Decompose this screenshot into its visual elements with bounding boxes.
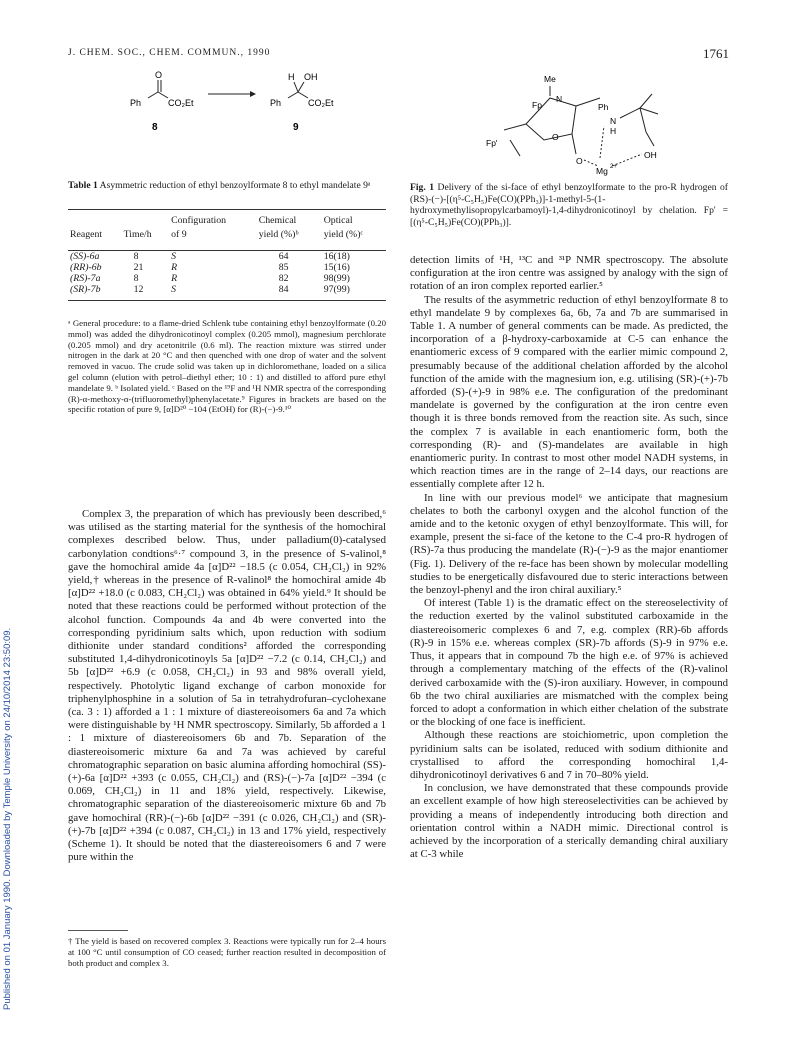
reaction-scheme xyxy=(118,68,348,140)
download-banner xyxy=(0,627,13,1010)
c9-phenyl: Ph xyxy=(270,98,282,108)
table-footnote: ᵃ General procedure: to a flame-dried Schlenk tube containing ethyl benzoylformate (0.20 mmol) was added the dihydronicotinoyl complex (0.205 mmol), magnesium perchlorate (0.205 mmol) and dry acetonitrile (0.6 ml). The reaction mixture was stirred under nitrogen in the dark at 20 °C and then quenched with one drop of water and the solvent removed in vacuo. The crude solid was taken up in dichloromethane, loaded on a silica gel column (elution with petrol–diethyl ether; 10 : 1) and distilled to afford pure ethyl mandelate 9. ᵇ Isolated yield. ᶜ Based on the ¹⁹F and ¹H NMR spectra of the corresponding (R)-α-methoxy-α-(trifluoromethyl)phenylacetate.⁹ Figures in brackets are based on the specific rotation of pure 9, [α]D²⁰ −104 (EtOH) for (R)-(−)-9.¹⁰ xyxy=(68,318,386,415)
th-config-line1: Configuration xyxy=(171,215,227,226)
c9-hydrogen: H xyxy=(288,72,295,82)
left-paragraph: Complex 3, the preparation of which has previously been described,⁶ was utilised as the starting material for the synthesis of the homochiral complexes described below. Thus, under palladium(0)-catalysed carbonylation condtions⁶·⁷ compound 3, in the presence of S-valinol,⁸ gave the homochiral amide 4a [α]D²² −18.5 (c 0.054, CH₂Cl₂) in 92% yield,† whereas in the presence of R-valinol⁸ the homochiral amide 4b [α]D²² +18.0 (c 0.083, CH₂Cl₂) was obtained in 64% yield.⁹ It should be noted that these reactions could be performed without protection of the alcohol function. Compounds 4a and 4b were converted into the corresponding pyridinium salts which, upon reduction with sodium dithionite under standard conditions² afforded the corresponding substituted 1,4-dihydronicotinoyls 5a [α]D²² −7.2 (c 0.14, CH₂Cl₂) and 5b [α]D²² +6.9 (c 0.058, CH₂Cl₂) in 93 and 98% overall yield, respectively. Photolytic ligand exchange of carbon monoxide for triphenylphosphine in a solution of 5a in tetrahydrofuran–cyclohexane (ca. 3 : 1) afforded a 1 : 1 mixture of diastereoisomers 6a and 7a which were distinguishable by ¹H NMR spectroscopy. Similarly, 5b afforded a 1 : 1 mixture of diastereoisomers 6b and 7b. Separation of the diastereoisomeric mixture 6a and 7a was achieved by careful chromatographic separation on basic alumina affording homochiral (SS)-(+)-6a [α]D²² +393 (c 0.055, CH₂Cl₂) and (RS)-(−)-7a [α]D²² −394 (c 0.069, CH₂Cl₂) in 11 and 18% yield, respectively. Likewise, chromatographic separation of the diastereoisomeric mixture 6b and 7b gave homochiral (RR)-(−)-6b [α]D²² −391 (c 0.026, CH₂Cl₂) and (SR)-(+)-7b [α]D²² +394 (c 0.087, CH₂Cl₂) in 13 and 17% yield, respectively (Scheme 1). It should be noted that the diastereoisomers 6 and 7 were pure within the xyxy=(68,508,386,864)
th-reagent: Reagent xyxy=(70,229,103,240)
table-row: (RR)-6b 21 R 85 15(16) xyxy=(70,261,350,273)
figure-caption-label: Fig. 1 xyxy=(410,182,435,193)
c8-label: 8 xyxy=(152,122,158,133)
th-chem-line2: yield (%)ᵇ xyxy=(258,229,299,240)
svg-text:N: N xyxy=(556,94,563,104)
figure-caption xyxy=(410,182,728,228)
right-paragraph-4: Of interest (Table 1) is the dramatic effect on the stereoselectivity of the reduction exerted by the valinol substituted carboxamide in the diastereoisomeric complexes 6 and 7, e.g. complex (RR)-6b affords (R)-9 in 15% e.e. whereas complex (SR)-7b affords (S)-9 in 97% e.e. Thus, it appears that in compound 7b the high e.e. of 97% is achieved through a complementary matching of the effects of the (R)-valinol derived carboxamide with the (S)-iron auxiliary. However, in compound 6b the two chiral auxiliaries are mismatched with the complex being forced to adopt a conformation in which either chelation of the substrate or the blocking of one face is inefficient. xyxy=(410,597,728,729)
th-opt-line2: yield (%)ᶜ xyxy=(323,229,363,240)
download-banner-text: Published on 01 January 1990. Downloaded by Temple University on 24/10/2014 23:50:09. xyxy=(2,627,13,1010)
c8-oxygen: O xyxy=(155,70,163,80)
table-row: (SR)-7b 12 S 84 97(99) xyxy=(70,283,350,295)
c9-label: 9 xyxy=(293,122,299,133)
right-paragraph-5: Although these reactions are stoichiometric, upon completion the pyridinium salts can be isolated, reduced with sodium dithionite and crystallised to afford the corresponding homochiral 1,4-dihydronicotinoyl derivatives 6 and 7 in 70–80% yield. xyxy=(410,729,728,781)
th-opt-line1: Optical xyxy=(323,215,353,226)
c8-ester: CO₂Et xyxy=(168,98,194,108)
table-row: (RS)-7a 8 R 82 98(99) xyxy=(70,272,350,284)
c8-phenyl: Ph xyxy=(130,98,142,108)
page-number: 1761 xyxy=(703,46,729,61)
svg-text:N: N xyxy=(610,116,617,126)
running-head: J. CHEM. SOC., CHEM. COMMUN., 1990 xyxy=(68,48,271,58)
svg-text:H: H xyxy=(610,126,617,136)
th-time: Time/h xyxy=(123,229,152,240)
svg-text:O: O xyxy=(576,156,583,166)
svg-text:O: O xyxy=(552,132,559,142)
svg-text:Fp': Fp' xyxy=(486,138,498,148)
figure-1-structure xyxy=(480,68,730,180)
results-table xyxy=(68,212,386,301)
right-column xyxy=(410,254,728,861)
right-paragraph-2: The results of the asymmetric reduction of ethyl benzoylformate 8 to ethyl mandelate 9 by complexes 6a, 6b, 7a and 7b are summarised in Table 1. A number of general comments can be made. As predicted, the incorporation of a β-hydroxy-carboxamide at C-5 can enhance the enantiomeric excess of 9 compared with the earlier mimic compound 2, presumably because of the additional chelation afforded by the alcohol function of the amide with the magnesium ion, e.g. utilising (SR)-(+)-7b afforded (S)-(+)-9 in 98% e.e. The configuration of the predominant mandelate is governed by the configuration at the iron centre even though it is three bonds removed from the reaction site. As such, since the complex 7 is available in each enantiomeric form, both the corresponding (R)- and (S)-mandelates are available in high enantiomeric purity. In contrast to most other model NADH systems, in which reaction times are in the range of 2–14 days, our reactions are essentially complete after 12 h. xyxy=(410,293,728,491)
th-config-line2: of 9 xyxy=(171,229,187,240)
svg-text:2+: 2+ xyxy=(610,164,617,170)
c9-ester: CO₂Et xyxy=(308,98,334,108)
svg-text:Ph: Ph xyxy=(598,102,609,112)
left-column xyxy=(68,508,386,864)
table-caption xyxy=(68,180,386,192)
table-caption-text: Asymmetric reduction of ethyl benzoylformate 8 to ethyl mandelate 9ᵃ xyxy=(99,180,371,191)
right-paragraph-3: In line with our previous model⁶ we anticipate that magnesium chelates to both the carbonyl oxygen and the alcohol function of the amide and to the ketonic oxygen of ethyl benzoylformate. This will, for example, present the si-face of the ketone to the C-4 pro-R hydrogen of (RS)-7a thus producing the mandelate (R)-(−)-9 as the major enantiomer (Fig. 1). Delivery of the re-face has been shown by molecular modelling studies to be energetically disfavoured due to steric interactions between the benzoyl-phenyl and the iron chiral auxiliary.⁵ xyxy=(410,491,728,597)
table-caption-label: Table 1 xyxy=(68,180,98,191)
th-chem-line1: Chemical xyxy=(258,215,297,226)
right-paragraph-6: In conclusion, we have demonstrated that these compounds provide an excellent example of how high stereoselectivities can be achieved by providing a means of independently introducing both direction and orientation control within a NADH mimic. Directional control is achieved by the incorporation of a sterically demanding chiral auxiliary at C-3 while xyxy=(410,782,728,861)
svg-text:Fp: Fp xyxy=(532,100,542,110)
c9-hydroxyl: OH xyxy=(304,72,318,82)
left-footnote: † The yield is based on recovered complex 3. Reactions were typically run for 2–4 hours at 100 °C until consumption of CO ceased; further reaction resulted in decomposition of both product and complex 3. xyxy=(68,936,386,968)
figure-caption-text: Delivery of the si-face of ethyl benzoylformate to the pro-R hydrogen of (RS)-(−)-[(η⁵-C₅H₅)Fe(CO)(PPh₃)]-1-methyl-5-(1-hydroxymethylisopropylcarbamoyl)-1,4-dihydronicotinoyl by chelation. Fp' = [(η⁵-C₅H₅)Fe(CO)(PPh₃)]. xyxy=(410,182,728,228)
footnote-rule xyxy=(68,930,128,931)
table-top-rule xyxy=(68,209,386,210)
svg-text:Mg: Mg xyxy=(596,166,608,176)
table-row: (SS)-6a 8 S 64 16(18) xyxy=(70,250,350,262)
right-paragraph-1: detection limits of ¹H, ¹³C and ³¹P NMR spectroscopy. The absolute configuration at the iron centre was assigned by analogy with the sign of rotation of an iron complex reported earlier.⁵ xyxy=(410,254,728,293)
svg-text:Me: Me xyxy=(544,74,556,84)
svg-text:OH: OH xyxy=(644,150,657,160)
